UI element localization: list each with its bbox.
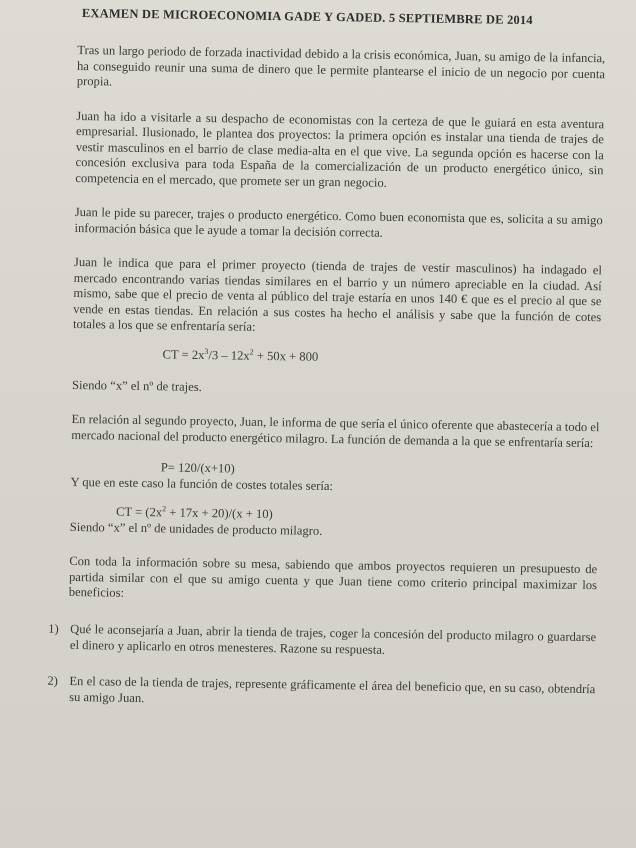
cost-function-suits: CT = $2x^3/3 - 12x^2 + 50x + 800$ xyxy=(162,346,319,364)
paragraph-intro: Tras un largo periodo de forzada inactividad debido a la crisis económica, Juan, su amigo de la infancia, ha conseguido reunir una suma de dinero que le permite plantearse el inicio de un negocio por cuenta propia. xyxy=(76,42,606,89)
cost-intro-text: Y que en este caso la función de costes totales sería: xyxy=(70,474,334,494)
variable-definition-suits: Siendo “x” el nº de trajes. xyxy=(71,377,202,394)
question-2 xyxy=(47,672,596,712)
paragraph-second-project: En relación al segundo proyecto, Juan, le informa de que sería el único oferente que abastecería a todo el mercado nacional del producto energético milagro. La función de demanda a la que se enfrentaría sería: xyxy=(71,411,600,450)
question-1 xyxy=(48,620,597,660)
demand-function: P= 120/(x+10) xyxy=(160,460,235,476)
paragraph-first-project: Juan le indica que para el primer proyecto (tienda de trajes de vestir masculinos) ha indagado el mercado encontrando varias tiendas similares en el barrio y un número apreciable en la ciudad. Así mismo, sabe que el precio de venta al público del traje estaría en unos 140 € que es el precio al que se vende en estas tiendas. En relación a sus costes ha hecho el análisis y sabe que la función de cotes totales a los que se enfrentaría sería: xyxy=(72,254,603,334)
question-text: En el caso de la tienda de trajes, represente gráficamente el área del beneficio que, en su caso, obtendría su amigo Juan. xyxy=(69,673,596,705)
question-number: 2) xyxy=(47,673,59,688)
question-number: 1) xyxy=(48,621,59,636)
exam-content xyxy=(47,6,606,713)
question-text: Qué le aconsejaría a Juan, abrir la tienda de trajes, coger la concesión del producto milagro o guardarse el dinero y aplicarlo en otros menesteres. Razone su respuesta. xyxy=(69,621,597,657)
paragraph-projects: Juan ha ido a visitarle a su despacho de economistas con la certeza de que le guiará en esta aventura empresarial. Ilusionado, le plantea dos proyectos: la primera opción es instalar una tienda de trajes de vestir masculinos en el barrio de clase media-alta en el que vive. La segunda opción es hacerse con la concesión exclusiva para toda España de la comercialización de un producto energético único, sin competencia en el mercado, que promete ser un gran negocio. xyxy=(75,108,605,190)
paragraph-request: Juan le pide su parecer, trajes o producto energético. Como buen economista que es, solicita a su amigo información básica que le ayude a tomar la decisión correcta. xyxy=(74,204,603,240)
exam-title: EXAMEN DE MICROECONOMIA GADE Y GADED. 5 SEPTIEMBRE DE 2014 xyxy=(81,6,533,28)
cost-function-product: CT = $(2x^2 + 17x + 20)/(x + 10)$ xyxy=(115,503,273,521)
paragraph-conclusion: Con toda la información sobre su mesa, sabiendo que ambos proyectos requieren un presupuesto de partida similar con el que su amigo cuenta y que Juan tiene como criterio principal maximizar los beneficios: xyxy=(68,553,598,600)
variable-definition-product: Siendo “x” el nº de unidades de producto milagro. xyxy=(69,519,323,538)
